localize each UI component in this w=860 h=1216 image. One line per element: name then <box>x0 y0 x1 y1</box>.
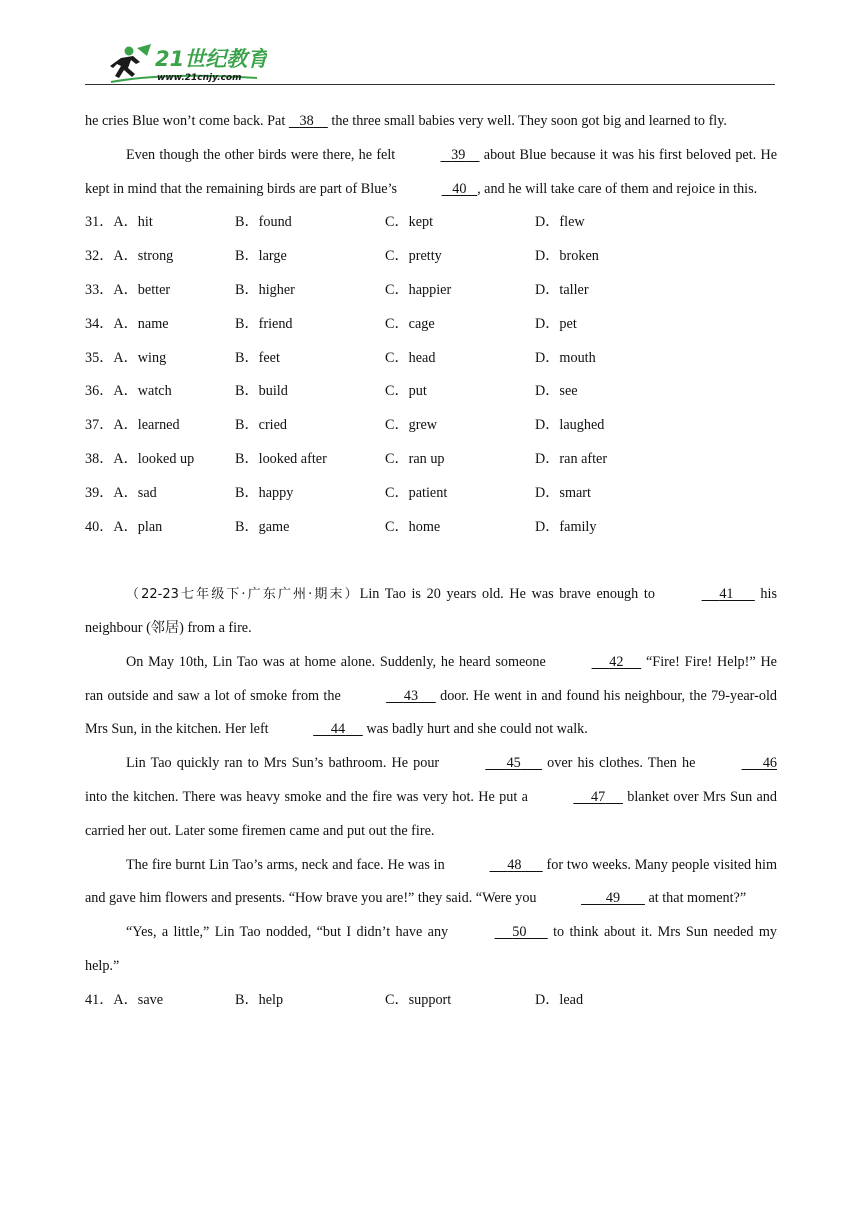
option-c: C．put <box>385 383 427 400</box>
text-run: into the kitchen. There was heavy smoke and the fire was very hot. He put a <box>85 788 533 805</box>
option-row <box>85 984 777 1018</box>
option-c: C．kept <box>385 214 434 231</box>
option-a: 37．A．learned <box>85 417 180 434</box>
option-a: 32．A．strong <box>85 248 174 265</box>
option-c: C．home <box>385 518 441 535</box>
option-c: C．grew <box>385 417 438 434</box>
option-b: B．friend <box>235 315 293 332</box>
option-a: 33．A．better <box>85 281 171 298</box>
text-run: the three small babies very well. They soon got big and learned to fly. <box>327 113 727 129</box>
option-row <box>85 274 777 308</box>
text-run: for two weeks. Many people visited him and gave him flowers and presents. “How brave you are!” they said. “Were you <box>85 856 777 907</box>
option-b: B．higher <box>235 281 295 298</box>
option-b: B．cried <box>235 417 288 434</box>
option-d: D．pet <box>535 315 577 332</box>
paragraph <box>85 747 777 848</box>
blank-48: 48 <box>507 856 522 873</box>
option-b: B．large <box>235 248 287 265</box>
blank-47: 47 <box>591 788 606 805</box>
option-d: D．taller <box>535 281 589 298</box>
option-a: 41．A．save <box>85 991 164 1008</box>
text-run: The fire burnt Lin Tao’s arms, neck and face. He was in <box>126 856 449 873</box>
option-d: D．laughed <box>535 417 605 434</box>
blank-39: 39 <box>451 146 466 163</box>
runner-logo-icon <box>107 42 267 84</box>
blank-38: 38 <box>299 113 314 129</box>
option-a: 40．A．plan <box>85 518 163 535</box>
text-run: blanket over Mrs Sun and carried her out. Later some firemen came and put out the fire. <box>85 788 777 839</box>
text-run: , and he will take care of them and rejoice in this. <box>477 180 758 197</box>
options-list-1 <box>85 206 777 544</box>
option-a: 34．A．name <box>85 315 169 332</box>
option-d: D．lead <box>535 991 584 1008</box>
logo-text: 21世纪教育 <box>155 47 267 71</box>
blank-49: 49 <box>605 890 621 907</box>
paragraph <box>85 105 777 139</box>
source-label: （22-23七年级下·广东广州·期末） <box>126 587 360 603</box>
option-row <box>85 477 777 511</box>
option-c: C．patient <box>385 484 448 501</box>
option-b: B．found <box>235 214 292 231</box>
text-run: Even though the other birds were there, he felt <box>126 146 400 163</box>
option-row <box>85 409 777 443</box>
blank-40: 40 <box>452 180 467 197</box>
option-a: 36．A．watch <box>85 383 172 400</box>
paragraph <box>85 849 777 917</box>
blank-45: 45 <box>506 755 521 772</box>
option-row <box>85 375 777 409</box>
blank-50: 50 <box>512 924 527 941</box>
option-d: D．see <box>535 383 578 400</box>
text-run: “Yes, a little,” Lin Tao nodded, “but I didn’t have any <box>126 924 454 941</box>
option-a: 31．A．hit <box>85 214 153 231</box>
option-c: C．pretty <box>385 248 442 265</box>
option-c: C．ran up <box>385 450 445 467</box>
blank-42: 42 <box>609 653 624 670</box>
text-run: was badly hurt and she could not walk. <box>362 721 588 738</box>
option-d: D．broken <box>535 248 599 265</box>
text-run: On May 10th, Lin Tao was at home alone. Suddenly, he heard someone <box>126 653 551 670</box>
text-run: “Fire! Fire! Help!” He ran outside and saw a lot of smoke from the <box>85 653 777 704</box>
option-row <box>85 206 777 240</box>
paragraph <box>85 578 777 646</box>
option-d: D．smart <box>535 484 591 501</box>
blank-44: 44 <box>330 721 346 738</box>
document-body <box>85 105 777 1018</box>
text-run: his neighbour (邻居) from a fire. <box>85 586 777 636</box>
option-row <box>85 342 777 376</box>
header-divider <box>85 84 775 85</box>
blank-41: 41 <box>719 586 734 603</box>
option-c: C．happier <box>385 281 452 298</box>
option-row <box>85 511 777 545</box>
text-run: he cries Blue won’t come back. Pat <box>85 113 289 129</box>
text-run: Lin Tao is 20 years old. He was brave enough to <box>359 586 661 603</box>
option-b: B．looked after <box>235 450 327 467</box>
option-b: B．help <box>235 991 284 1008</box>
text-run: over his clothes. Then he <box>542 755 701 772</box>
logo-url-text: www.21cnjy.com <box>157 73 242 83</box>
options-list-2 <box>85 984 777 1018</box>
option-row <box>85 308 777 342</box>
paragraph <box>85 139 777 207</box>
option-d: D．family <box>535 518 597 535</box>
logo <box>107 42 267 84</box>
option-b: B．build <box>235 383 288 400</box>
option-b: B．game <box>235 518 290 535</box>
text-run: at that moment?” <box>644 890 747 907</box>
blank-43: 43 <box>403 687 419 704</box>
option-a: 39．A．sad <box>85 484 157 501</box>
option-b: B．happy <box>235 484 294 501</box>
option-a: 38．A．looked up <box>85 450 195 467</box>
text-run: about Blue because it was his first beloved pet. He kept in mind that the remaining birds are part of Blue’s <box>85 146 777 197</box>
page-header <box>85 38 775 88</box>
text-run: door. He went in and found his neighbour, the 79-year-old Mrs Sun, in the kitchen. Her left <box>85 687 777 738</box>
paragraph <box>85 646 777 747</box>
option-d: D．mouth <box>535 349 596 366</box>
blank-46: 46 <box>762 755 777 772</box>
option-b: B．feet <box>235 349 280 366</box>
section-gap <box>85 544 777 578</box>
option-d: D．ran after <box>535 450 608 467</box>
paragraph <box>85 916 777 984</box>
option-a: 35．A．wing <box>85 349 167 366</box>
text-run: Lin Tao quickly ran to Mrs Sun’s bathroom. He pour <box>126 755 445 772</box>
option-c: C．support <box>385 991 452 1008</box>
option-d: D．flew <box>535 214 585 231</box>
option-row <box>85 240 777 274</box>
option-row <box>85 443 777 477</box>
option-c: C．cage <box>385 315 435 332</box>
option-c: C．head <box>385 349 436 366</box>
text-run: to think about it. Mrs Sun needed my help.” <box>85 924 777 974</box>
